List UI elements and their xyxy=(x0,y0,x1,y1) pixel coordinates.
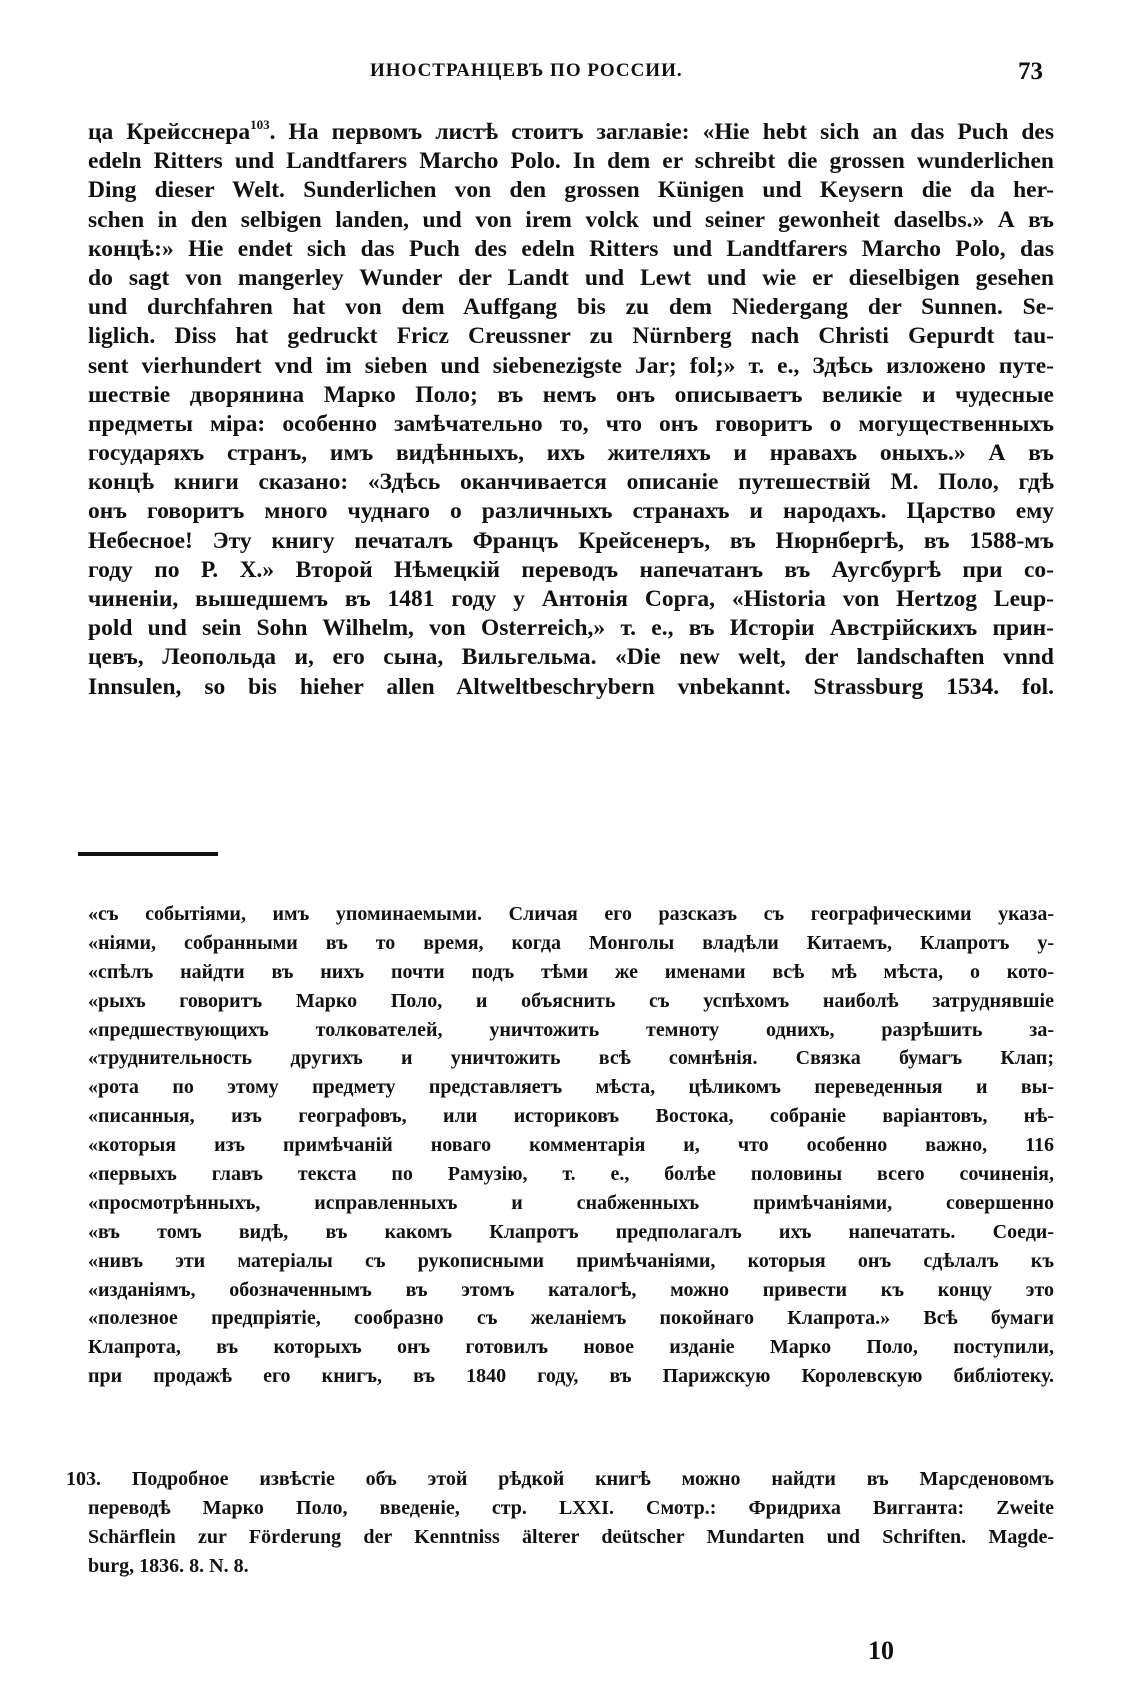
footnote-line: «предшествующихъ толкователей, уничтожить темноту однихъ, разрѣшить за- xyxy=(88,1018,1054,1041)
footnote-line: «изданіямъ, обозначеннымъ въ этомъ каталогѣ, можно привести къ концу это xyxy=(88,1278,1054,1301)
footnote-line: «первыхъ главъ текста по Рамузію, т. е., болѣе половины всего сочиненія, xyxy=(88,1163,1054,1186)
signature-mark: 10 xyxy=(868,1636,894,1665)
footnote-line: «полезное предпріятіе, сообразно съ желаніемъ покойнаго Клапрота.» Всѣ бумаги xyxy=(88,1307,1054,1330)
footnote-line: «рыхъ говоритъ Марко Поло, и объяснить съ успѣхомъ наиболѣ затруднявшіе xyxy=(88,989,1054,1012)
footnote-line: burg, 1836. 8. N. 8. xyxy=(88,1555,249,1577)
footnote-line: «писанныя, изъ географовъ, или историковъ Востока, собраніе варіантовъ, нѣ- xyxy=(88,1105,1054,1128)
footnote-separator-rule xyxy=(78,852,218,856)
text-line: государяхъ странъ, имъ видѣнныхъ, ихъ жителяхъ и нравахъ оныхъ.» А въ xyxy=(88,440,1054,467)
text-line: Небесное! Эту книгу печаталъ Францъ Крейсенеръ, въ Нюрнбергѣ, въ 1588-мъ xyxy=(88,527,1054,554)
footnote-line: «въ томъ видѣ, въ какомъ Клапротъ предполагалъ ихъ напечатать. Соеди- xyxy=(88,1220,1054,1243)
footnote-line: «которыя изъ примѣчаній новаго комментарія и, что особенно важно, 116 xyxy=(88,1134,1054,1157)
running-head xyxy=(0,60,1140,90)
footnote-line: Schärflein zur Förderung der Kenntniss älterer deütscher Mundarten und Schriften. Magde- xyxy=(88,1526,1054,1548)
text-line: und durchfahren hat von dem Auffgang bis zu dem Niedergang der Sunnen. Se- xyxy=(88,294,1054,321)
footnote-line: 103. Подробное извѣстіе объ этой рѣдкой книгѣ можно найдти въ Марсденовомъ xyxy=(66,1468,1054,1490)
running-title: ИНОСТРАНЦЕВЪ ПО РОССИИ. xyxy=(370,60,683,81)
text-line: концѣ:» Hie endet sich das Puch des edeln Ritters und Landtfarers Marcho Polo, das xyxy=(88,235,1054,262)
text-line: шествіе дворянина Марко Поло; въ немъ онъ описываетъ великіе и чудесные xyxy=(88,381,1054,408)
footnote-line: «спѣлъ найдти въ нихъ почти подъ тѣми же именами всѣ мѣ мѣста, о кото- xyxy=(88,960,1054,983)
footnote-line: «труднительность другихъ и уничтожить всѣ сомнѣнія. Связка бумагъ Клап; xyxy=(88,1047,1054,1070)
text-line: Ding dieser Welt. Sunderlichen von den grossen Künigen und Keysern die da her- xyxy=(88,177,1054,204)
footnote-line: «ніями, собранными въ то время, когда Монголы владѣли Китаемъ, Клапротъ у- xyxy=(88,931,1054,954)
footnote-line: «нивъ эти матеріалы съ рукописными примѣчаніями, которыя онъ сдѣлалъ къ xyxy=(88,1249,1054,1272)
footnote-line: «рота по этому предмету представляетъ мѣста, цѣликомъ переведенныя и вы- xyxy=(88,1076,1054,1099)
main-text xyxy=(88,118,1054,702)
text-line: Innsulen, so bis hieher allen Altweltbeschrybern vnbekannt. Strassburg 1534. fol. xyxy=(88,673,1054,700)
text-line: предметы міра: особенно замѣчательно то, что онъ говоритъ о могущественныхъ xyxy=(88,410,1054,437)
text-line: году по Р. Х.» Второй Нѣмецкій переводъ напечатанъ въ Аугсбургѣ при со- xyxy=(88,556,1054,583)
footnote-line: при продажѣ его книгъ, въ 1840 году, въ Парижскую Королевскую библіотеку. xyxy=(88,1365,1054,1388)
footnote-line: «съ событіями, имъ упоминаемыми. Сличая его разсказъ съ географическими указа- xyxy=(88,903,1054,925)
page-number: 73 xyxy=(1018,58,1043,85)
text-line: онъ говоритъ много чуднаго о различныхъ странахъ и народахъ. Царство ему xyxy=(88,498,1054,525)
text-line: цевъ, Леопольда и, его сына, Вильгельма. «Die new welt, der landschaften vnnd xyxy=(88,644,1054,671)
text-line: концѣ книги сказано: «Здѣсь оканчивается описаніе путешествій М. Поло, гдѣ xyxy=(88,469,1054,496)
text-line: чиненіи, вышедшемъ въ 1481 году у Антонія Сорга, «Historia von Hertzog Leup- xyxy=(88,586,1054,612)
text-line: schen in den selbigen landen, und von irem volck und seiner gewonheit daselbs.» А въ xyxy=(88,206,1054,233)
footnote-103 xyxy=(66,1465,1054,1581)
text-line: ца Крейсснера$^{103}$. На первомъ листѣ стоитъ заглавіе: «Hie hebt sich an das Puch des xyxy=(88,117,1054,145)
footnote-reference[interactable]: 103 xyxy=(250,117,270,132)
text-line: sent vierhundert vnd im sieben und siebenezigste Jar; fol;» т. е., Здѣсь изложено путе- xyxy=(88,352,1054,379)
text-line: edeln Ritters und Landtfarers Marcho Polo. In dem er schreibt die grossen wunderlichen xyxy=(88,148,1054,175)
text-line: do sagt von mangerley Wunder der Landt und Lewt und wie er dieselbigen gesehen xyxy=(88,264,1054,291)
footnote-continuation xyxy=(88,900,1054,1391)
footnote-line: Клапрота, въ которыхъ онъ готовилъ новое изданіе Марко Поло, поступили, xyxy=(88,1336,1054,1359)
footnote-line: переводѣ Марко Поло, введеніе, стр. LXXI. Смотр.: Фридриха Виггaнта: Zweite xyxy=(88,1497,1054,1519)
text-line: liglich. Diss hat gedruckt Fricz Creussner zu Nürnberg nach Christi Gepurdt tau- xyxy=(88,323,1054,350)
text-line: pold und sein Sohn Wilhelm, von Osterreich,» т. е., въ Исторіи Австрійскихъ прин- xyxy=(88,615,1054,642)
footnote-line: «просмотрѣнныхъ, исправленныхъ и снабженныхъ примѣчаніями, совершенно xyxy=(88,1191,1054,1214)
